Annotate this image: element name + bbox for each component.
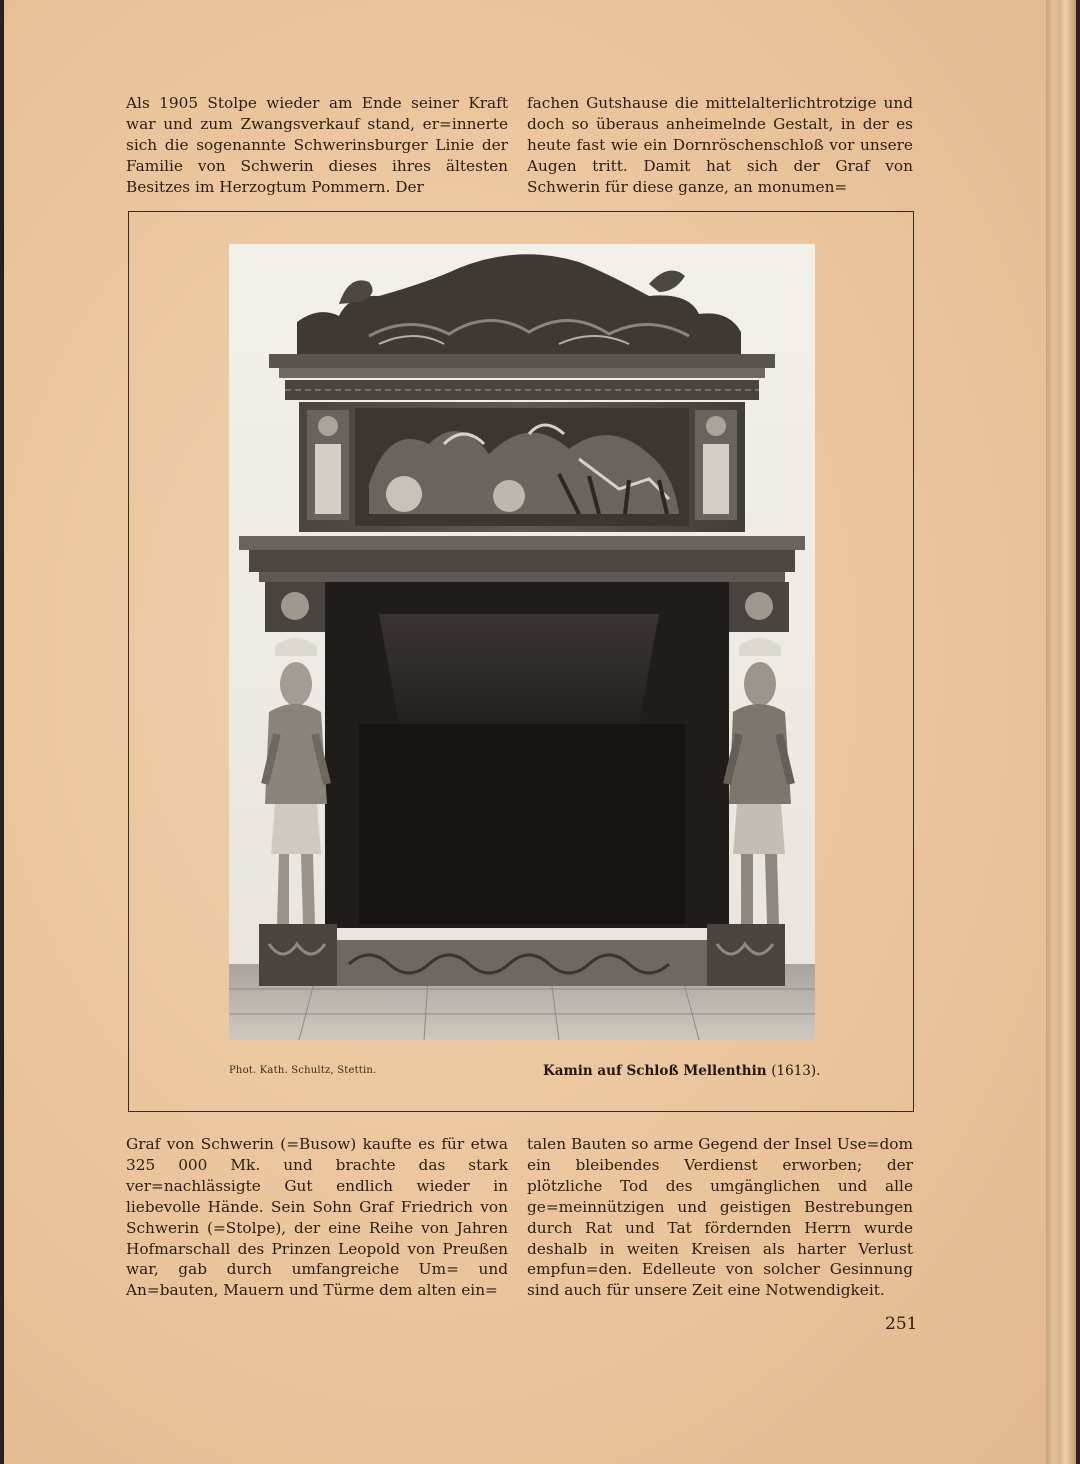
paragraph-top-left: Als 1905 Stolpe wieder am Ende seiner Kraft war und zum Zwangsverkauf stand, er=innerte sich die sogenannte Schwerinsburger Linie der Familie von Schwerin dieses ihres ältesten Besitzes im Herzogtum Pommern. Der bbox=[126, 94, 508, 196]
page-number: 251 bbox=[885, 1314, 918, 1334]
text-column-top-right bbox=[527, 93, 913, 198]
photo-credit: Phot. Kath. Schultz, Stettin. bbox=[229, 1065, 377, 1076]
paragraph-bottom-right: talen Bauten so arme Gegend der Insel Use=dom ein bleibendes Verdienst erworben; der plötzliche Tod des umgänglichen und alle ge=meinnützigen und geistigen Bestrebungen durch Rat und Tat fördernden Herrn wurde deshalb in weiten Kreisen als harter Verlust empfun=den. Edelleute von solcher Gesinnung sind auch für unsere Zeit eine Notwendigkeit. bbox=[527, 1135, 913, 1300]
figure-caption bbox=[543, 1063, 820, 1079]
paragraph-top-right: fachen Gutshause die mittelalterlichtrotzige und doch so überaus anheimelnde Gestalt, in der es heute fast wie ein Dornröschenschloß vor unsere Augen tritt. Damit hat sich der Graf von Schwerin für diese ganze, an monumen= bbox=[527, 94, 913, 196]
caption-title: Kamin auf Schloß Mellenthin bbox=[543, 1063, 767, 1079]
figure-frame bbox=[128, 211, 914, 1112]
paragraph-bottom-left: Graf von Schwerin (=Busow) kaufte es für etwa 325 000 Mk. und brachte das stark ver=nachlässigte Gut endlich wieder in liebevolle Hände. Sein Sohn Graf Friedrich von Schwerin (=Stolpe), der eine Reihe von Jahren Hofmarschall des Prinzen Leopold von Preußen war, gab durch umfangreiche Um= und An=bauten, Mauern und Türme dem alten ein= bbox=[126, 1135, 508, 1300]
text-column-bottom-left bbox=[126, 1134, 508, 1301]
text-column-top-left bbox=[126, 93, 508, 198]
text-column-bottom-right bbox=[527, 1134, 913, 1301]
caption-year: (1613). bbox=[771, 1063, 821, 1079]
fireplace-photo bbox=[229, 244, 815, 1040]
book-page bbox=[4, 0, 1056, 1464]
page-edge bbox=[1046, 0, 1076, 1464]
